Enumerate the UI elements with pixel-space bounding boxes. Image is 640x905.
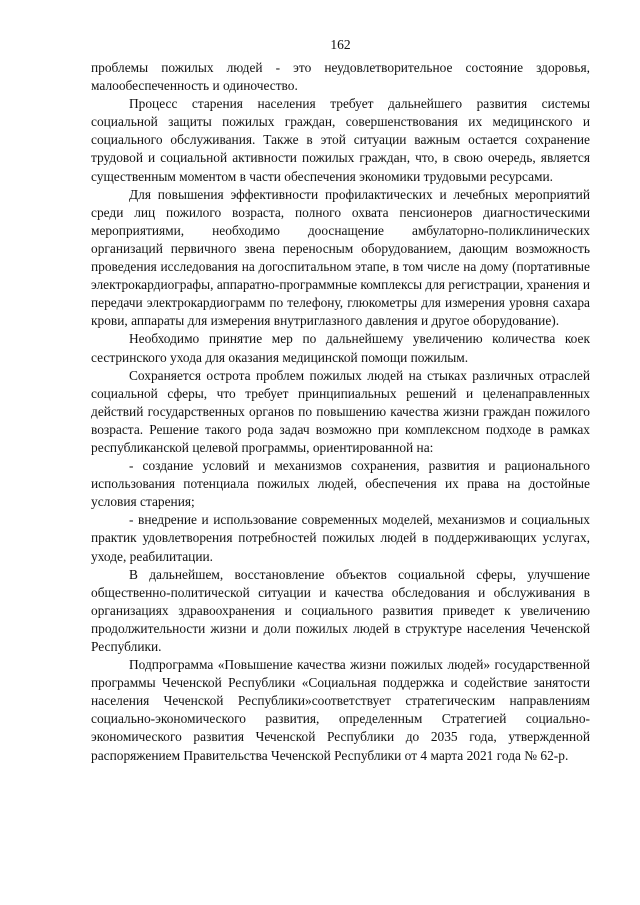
paragraph-7: Подпрограмма «Повышение качества жизни пожилых людей» государственной программы Чеченской Республики «Социальная поддержка и содействие занятости населения Чеченской Республики»соответствует стратегическим направлениям социально-экономического развития, определенным Стратегией социально-экономического развития Чеченской Республики до 2035 года, утвержденной распоряжением Правительства Чеченской Республики от 4 марта 2021 года № 62-р.: [91, 657, 590, 763]
paragraph-3: Для повышения эффективности профилактических и лечебных мероприятий среди лиц пожилого возраста, полного охвата пенсионеров диагностическими мероприятиями, необходимо дооснащение амбулаторно-поликлинических организаций первичного звена переносным оборудованием, дающим возможность проведения исследования на догоспитальном этапе, в том числе на дому (портативные электрокардиографы, аппаратно-программные комплексы для регистрации, хранения и передачи электрокардиограмм по телефону, глюкометры для измерения уровня сахара крови, аппараты для измерения внутриглазного давления и другое оборудование).: [91, 186, 590, 329]
paragraph-2: Процесс старения населения требует дальнейшего развития системы социальной защиты пожилых граждан, совершенствования их медицинского и социального обслуживания. Также в этой ситуации важным остается сохранение трудовой и социальной активности пожилых граждан, что, в свою очередь, является существенным моментом в части обеспечения экономики трудовыми ресурсами.: [91, 96, 590, 184]
paragraph-1: проблемы пожилых людей - это неудовлетворительное состояние здоровья, малообеспеченность и одиночество.: [91, 60, 590, 94]
paragraph-5: Сохраняется острота проблем пожилых людей на стыках различных отраслей социальной сферы, что требует принципиальных решений и целенаправленных действий государственных органов по повышению качества жизни граждан пожилого возраста. Решение такого рода задач возможно при комплексном подходе в рамках республиканской целевой программы, ориентированной на:: [91, 367, 590, 455]
list-item-2: - внедрение и использование современных моделей, механизмов и социальных практик удовлетворения потребностей пожилых людей в поддерживающих услугах, уходе, реабилитации.: [91, 512, 590, 564]
paragraph-6: В дальнейшем, восстановление объектов социальной сферы, улучшение общественно-политической ситуации и качества обследования и обслуживания в организациях здравоохранения и социального развития приведет к увеличению продолжительности жизни и доли пожилых людей в структуре населения Чеченской Республики.: [91, 566, 590, 654]
list-item-1: - создание условий и механизмов сохранения, развития и рационального использования потенциала пожилых людей, обеспечения их права на достойные условия старения;: [91, 458, 590, 510]
paragraph-4: Необходимо принятие мер по дальнейшему увеличению количества коек сестринского ухода для оказания медицинской помощи пожилым.: [91, 331, 590, 365]
page-number: 162: [330, 37, 351, 52]
body-text: [91, 59, 590, 765]
